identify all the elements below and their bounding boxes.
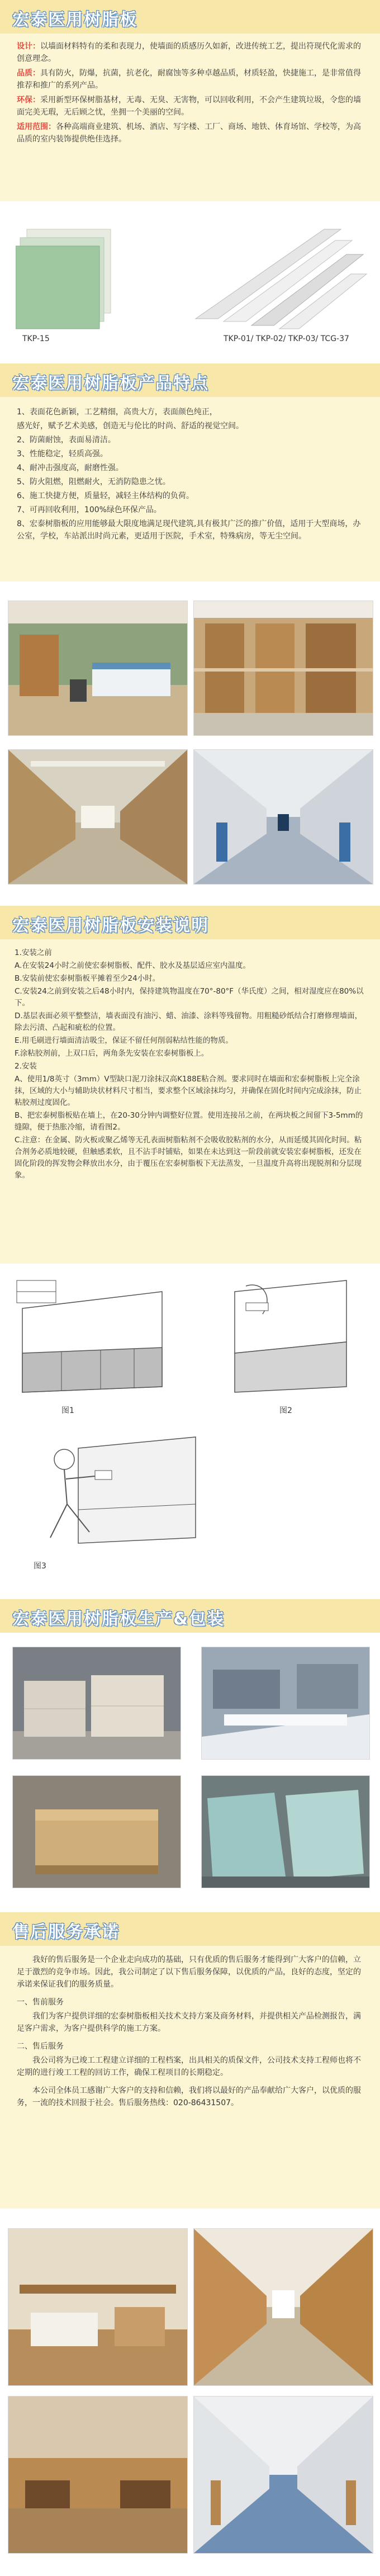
- service-heading-aftersale: 二、售后服务: [17, 2042, 64, 2051]
- intro-quality: 品质：具有防火，防爆，抗菌，抗老化，耐腐蚀等多种卓越品质，材质轻盈，快捷施工，是非常值得推荐和推广的系列产品。: [17, 69, 361, 90]
- photo-patient-room: [8, 2228, 188, 2386]
- install-item: B.安装前使宏泰树脂板平摊着至少24小时。: [15, 974, 160, 983]
- service-banner: [0, 1912, 380, 1946]
- service-paragraph: 我公司将为已竣工工程建立详细的工程档案，出具相关的质保文件，公司技术支持工程师也将不定期的进行竣工工程的回访工作，确保工程项目的长期稳定。: [17, 2056, 361, 2077]
- photo-wood-panel-wall: [193, 601, 373, 736]
- production-title: 宏泰医用树脂板生产&包装: [12, 1609, 225, 1629]
- photo-ward-room: [8, 601, 188, 736]
- feature-item: 2、防菌耐蚀，表面易清洁。: [17, 436, 116, 445]
- figure-3-caption: 图3: [34, 1562, 46, 1571]
- sample-profiles-image: [184, 224, 369, 330]
- interior-photos-1: [0, 593, 380, 895]
- features-section: [0, 397, 380, 582]
- feature-item: 8、宏泰树脂板的应用能够最大限度地满足现代建筑,具有极其广泛的推广价值，适用于大型商场，办公室，学校，车站派出时尚元素，更适用于医院，手术室，特殊病房，等无尘空间。: [17, 519, 361, 541]
- intro-banner: [0, 0, 380, 34]
- figure-1-caption: 图1: [61, 1406, 74, 1415]
- intro-design: 设计：以墙面材料特有的柔和表现力，使墙面的质感历久如新，改进传统工艺，提出符现代化需求的创意理念。: [17, 42, 361, 63]
- install-item: E.用毛刷进行墙面清洁吸尘，保证不留任何削弱粘结性能的物质。: [15, 1036, 233, 1045]
- photo-packed-boxes: [12, 1647, 181, 1760]
- feature-item: 7、可再回收利用，100%绿色环保产品。: [17, 505, 162, 514]
- install-figures: [0, 1269, 380, 1571]
- service-paragraph: 我们为客户提供详细的宏泰树脂板相关技术支持方案及商务材料，并提供相关产品检测报告，满足客户需求，为客户提供科学的施工方案。: [17, 2012, 361, 2033]
- feature-item: 3、性能稳定，轻质高强。: [17, 450, 108, 459]
- install-title: 宏泰医用树脂板安装说明: [12, 916, 209, 935]
- feature-item: 6、施工快捷方便，质量轻，减轻主体结构的负荷。: [17, 491, 194, 500]
- production-banner: [0, 1599, 380, 1633]
- photo-production-line: [201, 1647, 370, 1760]
- service-heading-presale: 一、售前服务: [17, 1998, 64, 2007]
- interior-photos-2: [0, 2223, 380, 2569]
- photo-hallway-blue-floor: [193, 2396, 373, 2554]
- feature-item: 感光好，赋予艺术美感，创造无与伦比的时尚、舒适的视觉空间。: [17, 422, 244, 431]
- sample-boards-image: [16, 224, 127, 330]
- features-banner: [0, 363, 380, 397]
- service-paragraph: 我好的售后服务是一个企业走向成功的基础，只有优质的售后服务才能得到广大客户的信赖，立足于激烈的竞争市场。因此，我公司制定了以下售后服务保障，以优质的产品，良好的态度，坚定的承诺来保证我们的服务质量。: [17, 1955, 361, 1989]
- photo-corridor-green: [8, 749, 188, 885]
- figure-3-sketch: [11, 1426, 201, 1554]
- production-photos: [0, 1641, 380, 1898]
- feature-item: 5、防火阻燃，阻燃耐火，无消防隐患之忧。: [17, 478, 170, 486]
- figure-1-sketch: [11, 1275, 179, 1398]
- features-title: 宏泰医用树脂板产品特点: [12, 374, 209, 393]
- install-item: 2.安装: [15, 1062, 37, 1071]
- figure-2-sketch: [212, 1275, 369, 1398]
- photo-pallet-stack: [12, 1775, 181, 1888]
- intro-scope: 适用范围：各种高端商业建筑、机场、酒店、写字楼、工厂、商场、地铁、体育场馆、学校等，为高品质的室内装饰提供绝佳选择。: [17, 122, 361, 144]
- feature-item: 4、耐冲击强度高，耐磨性强。: [17, 464, 124, 472]
- install-item: B、把宏泰树脂板贴在墙上，在20-30分钟内调整好位置。使用连接吊之前，在两块板之间留下3-5mm的缝隙，便于热胀冷缩，请看图2。: [15, 1111, 363, 1132]
- figure-2-caption: 图2: [279, 1406, 292, 1415]
- sample-right-caption: TKP-01/ TKP-02/ TKP-03/ TCG-37: [224, 334, 349, 343]
- photo-hallway-wood: [193, 2228, 373, 2386]
- intro-title: 宏泰医用树脂板: [12, 10, 137, 30]
- install-item: C.注意：在金属、防火板或聚乙烯等无孔表面树脂粘剂不会吸收胶粘剂的水分，从而延缓其固化时间。粘合剂务必质地较硬，但触感柔软，且不沾手时铺贴，如果在未达到这一阶段前就安装宏泰树脂板，还发在固化阶段的挥发物会释放出水分，由于覆压在宏泰树脂板下无法蒸发，一旦温度升高将出现脱剂和分层现象。: [15, 1136, 362, 1180]
- install-item: A、使用1/8英寸（3mm）V型缺口泥刀涂抹汉高K188E粘合剂。要求同时在墙面和宏泰树脂板上完全涂抹，区域的大小与辅助块状材料尺寸相当，要求整个区域涂抹均匀，并确保在固化时间内完成涂抹，防止粘胶剂过度固化。: [15, 1075, 362, 1107]
- feature-item: 1、表面花色新颖，工艺精细，高贵大方，表面颜色纯正，: [17, 408, 217, 417]
- photo-waiting-area: [8, 2396, 188, 2554]
- intro-eco: 环保：采用新型环保树脂基材，无毒、无臭、无害物，可以回收利用，不会产生建筑垃圾，令您的墙面完美无瑕，无后顾之忧，坐拥一个美丽的空间。: [17, 96, 361, 117]
- product-samples: [0, 212, 380, 358]
- intro-section: [0, 34, 380, 201]
- install-banner: [0, 906, 380, 939]
- service-section: [0, 1946, 380, 2209]
- install-item: 1.安装之前: [15, 948, 52, 957]
- photo-corridor-blue: [193, 749, 373, 885]
- install-section: [0, 939, 380, 1264]
- install-item: C.安装24之前到安装之后48小时内，保持建筑物温度在70°-80°F（华氏度）之间，相对湿度应在80%以下。: [15, 987, 364, 1008]
- photo-warehouse-sheets: [201, 1775, 370, 1888]
- sample-left-caption: TKP-15: [22, 334, 50, 343]
- install-item: A.在安装24小时之前使宏泰树脂板、配件、胶水及基层适应室内温度。: [15, 961, 250, 970]
- service-hotline-paragraph: 本公司全体员工感谢广大客户的支持和信赖，我们将以最好的产品奉献给广大客户，以优质的服务，一流的技术回报于社会。售后服务热线：020-86431507。: [17, 2086, 361, 2107]
- install-item: F.涂粘胶剂前，上双口后，两角条先安装在宏泰树脂板上。: [15, 1049, 209, 1058]
- service-title: 售后服务承诺: [12, 1922, 120, 1942]
- install-item: D.基层表面必须平整整洁，墙表面没有油污、蜡、油漆、涂料等残留物。用粗糙砂纸结合打磨修理墙面，除去污渍、凸起和疵松的位置。: [15, 1012, 363, 1032]
